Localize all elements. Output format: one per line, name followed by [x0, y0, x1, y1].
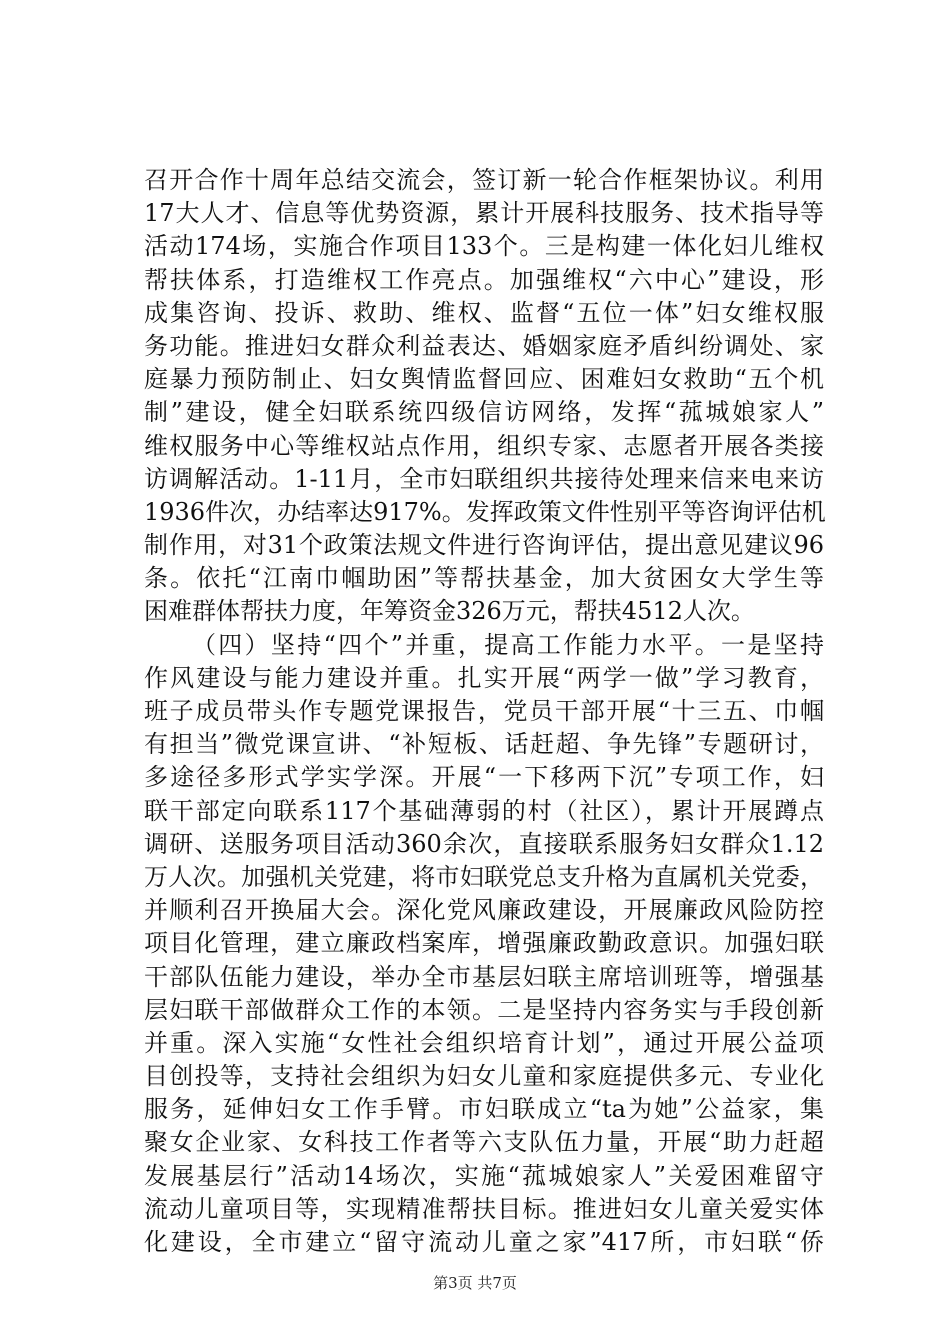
text-line: 发展基层行”活动14场次，实施“菰城娘家人”关爱困难留守 — [144, 1161, 824, 1190]
text-line: 帮扶体系，打造维权工作亮点。加强维权“六中心”建设，形 — [144, 265, 824, 294]
text-line: 召开合作十周年总结交流会，签订新一轮合作框架协议。利用 — [144, 166, 824, 194]
text-line: 化建设，全市建立“留守流动儿童之家”417所，市妇联“侨 — [144, 1228, 824, 1256]
text-line: 困难群体帮扶力度，年筹资金326万元，帮扶4512人次。 — [144, 597, 755, 626]
text-line: 层妇联干部做群众工作的本领。二是坚持内容务实与手段创新 — [144, 995, 824, 1024]
text-line: 班子成员带头作专题党课报告，党员干部开展“十三五、巾帼 — [144, 697, 824, 725]
text-line: 制”建设，健全妇联系统四级信访网络，发挥“菰城娘家人” — [144, 398, 824, 427]
text-line: 务功能。推进妇女群众利益表达、婚姻家庭矛盾纠纷调处、家 — [144, 331, 824, 360]
text-line: 作风建设与能力建设并重。扎实开展“两学一做”学习教育， — [144, 663, 824, 692]
text-line: 服务，延伸妇女工作手臂。市妇联成立“ta为她”公益家，集 — [144, 1095, 824, 1124]
text-line: 联干部定向联系117个基础薄弱的村（社区），累计开展蹲点 — [144, 796, 824, 825]
body-text — [144, 164, 824, 1259]
text-line: 并重。深入实施“女性社会组织培育计划”，通过开展公益项 — [144, 1028, 824, 1057]
text-line: 访调解活动。1-11月，全市妇联组织共接待处理来信来电来访 — [144, 464, 824, 493]
text-line: 调研、送服务项目活动360余次，直接联系服务妇女群众1.12 — [144, 829, 824, 858]
text-line: 制作用，对31个政策法规文件进行咨询评估，提出意见建议96 — [144, 531, 824, 560]
text-line: 项目化管理，建立廉政档案库，增强廉政勤政意识。加强妇联 — [144, 929, 824, 958]
section-heading-line: （四）坚持“四个”并重，提高工作能力水平。一是坚持 — [192, 630, 824, 659]
text-line: 1936件次，办结率达917%。发挥政策文件性别平等咨询评估机 — [144, 497, 826, 526]
text-line: 并顺利召开换届大会。深化党风廉政建设，开展廉政风险防控 — [144, 896, 824, 925]
text-line: 维权服务中心等维权站点作用，组织专家、志愿者开展各类接 — [144, 431, 824, 460]
text-line: 万人次。加强机关党建，将市妇联党总支升格为直属机关党委， — [144, 862, 824, 891]
text-line: 活动174场，实施合作项目133个。三是构建一体化妇儿维权 — [144, 232, 824, 261]
text-line: 17大人才、信息等优势资源，累计开展科技服务、技术指导等 — [144, 199, 824, 228]
text-line: 庭暴力预防制止、妇女舆情监督回应、困难妇女救助“五个机 — [144, 365, 824, 394]
text-line: 干部队伍能力建设，举办全市基层妇联主席培训班等，增强基 — [144, 962, 824, 991]
text-line: 有担当”微党课宣讲、“补短板、话赶超、争先锋”专题研讨， — [144, 730, 824, 759]
text-line: 目创投等，支持社会组织为妇女儿童和家庭提供多元、专业化 — [144, 1062, 824, 1091]
page-number-footer: 第3页 共7页 — [433, 1274, 517, 1292]
text-line: 多途径多形式学实学深。开展“一下移两下沉”专项工作，妇 — [144, 763, 824, 792]
text-line: 流动儿童项目等，实现精准帮扶目标。推进妇女儿童关爱实体 — [144, 1194, 824, 1223]
text-line: 成集咨询、投诉、救助、维权、监督“五位一体”妇女维权服 — [144, 298, 824, 327]
text-line: 条。依托“江南巾帼助困”等帮扶基金，加大贫困女大学生等 — [144, 564, 824, 593]
text-line: 聚女企业家、女科技工作者等六支队伍力量，开展“助力赶超 — [144, 1128, 824, 1157]
